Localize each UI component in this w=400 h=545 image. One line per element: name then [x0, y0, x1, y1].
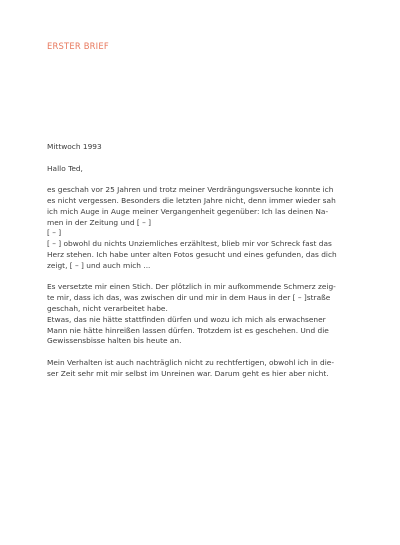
blank-line: [47, 153, 347, 164]
text-line: Es versetzte mir einen Stich. Der plötzlich in mir aufkommende Schmerz zeig-: [47, 282, 336, 292]
chapter-heading: ERSTER BRIEF: [47, 41, 109, 51]
letter-date: Mittwoch 1993: [47, 142, 102, 151]
letter-salutation: Hallo Ted,: [47, 163, 83, 173]
text-line: [ – ]: [47, 228, 62, 238]
text-line: Mann nie hätte hinreißen lassen dürfen. Trotzdem ist es geschehen. Und die: [47, 325, 329, 335]
paragraph-1: [47, 185, 347, 271]
blank-line: [47, 347, 347, 358]
text-line: te mir, dass ich das, was zwischen dir und mir in dem Haus in der [ – ]straße: [47, 293, 331, 303]
text-line: Mein Verhalten ist auch nachträglich nicht zu rechtfertigen, obwohl ich in die-: [47, 357, 335, 367]
paragraph-3: [47, 358, 347, 380]
text-line: ser Zeit sehr mit mir selbst im Unreinen war. Darum geht es hier aber nicht.: [47, 368, 329, 378]
paragraph-2: [47, 282, 347, 347]
text-line: Herz stehen. Ich habe unter alten Fotos gesucht und eines gefunden, das dich: [47, 249, 337, 259]
text-line: ich mich Auge in Auge meiner Vergangenheit gegenüber: Ich las deinen Na-: [47, 206, 329, 216]
text-line: es nicht vergessen. Besonders die letzten Jahre nicht, denn immer wieder sah: [47, 195, 336, 205]
text-line: men in der Zeitung und [ – ]: [47, 217, 152, 227]
text-line: zeigt, [ – ] und auch mich ...: [47, 260, 151, 270]
text-line: geschah, nicht verarbeitet habe.: [47, 303, 168, 313]
text-line: Gewissensbisse halten bis heute an.: [47, 336, 182, 346]
blank-line: [47, 272, 347, 283]
text-line: es geschah vor 25 Jahren und trotz meiner Verdrängungsversuche konnte ich: [47, 185, 334, 195]
blank-line: [47, 174, 347, 185]
text-line: Etwas, das nie hätte stattfinden dürfen und wozu ich mich als erwachsener: [47, 314, 326, 324]
text-line: [ – ] obwohl du nichts Unziemliches erzähltest, blieb mir vor Schreck fast das: [47, 239, 332, 249]
letter-body: [47, 142, 347, 380]
